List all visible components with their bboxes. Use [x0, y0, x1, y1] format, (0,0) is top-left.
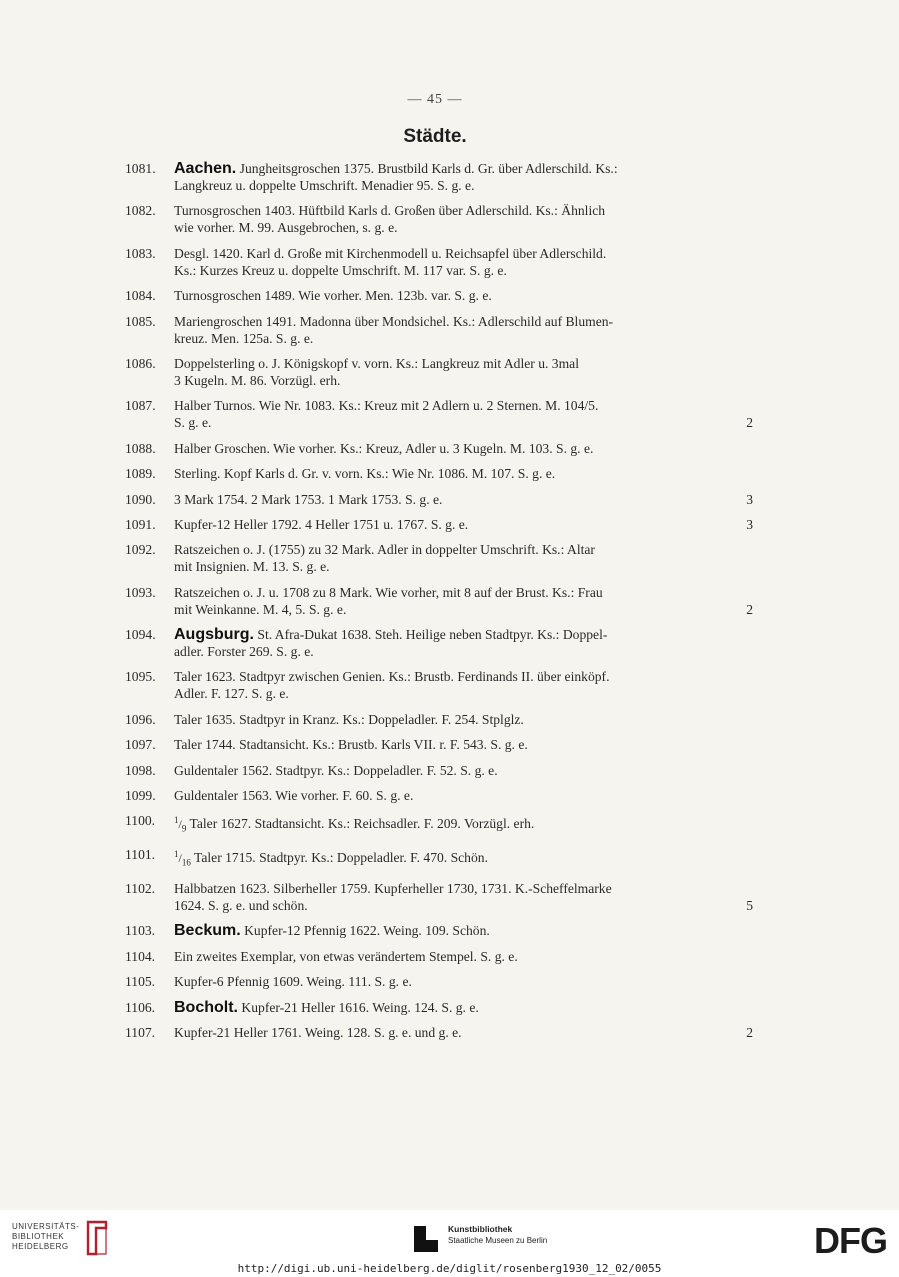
catalog-entry: [125, 465, 755, 482]
entry-line: [125, 643, 755, 660]
entry-line: [125, 558, 755, 575]
entry-number: 1103.: [125, 923, 156, 939]
entry-line: [125, 287, 755, 304]
entry-text: Taler 1715. Stadtpyr. Ks.: Doppeladler. F. 470. Schön.: [194, 850, 488, 866]
entry-number: 1091.: [125, 516, 156, 532]
entry-number: 1095.: [125, 669, 156, 685]
entry-line: [125, 541, 755, 558]
entry-line: [125, 601, 755, 618]
entry-line: [125, 397, 755, 414]
entry-number: 1101.: [125, 847, 156, 863]
entry-line: [125, 584, 755, 601]
entry-text: mit Weinkanne. M. 4, 5. S. g. e.: [174, 601, 347, 617]
entry-number: 1097.: [125, 737, 156, 753]
kb-subtitle: Staatliche Museen zu Berlin: [448, 1236, 548, 1245]
entry-text: Ratszeichen o. J. (1755) zu 32 Mark. Adler in doppelter Umschrift. Ks.: Altar: [174, 542, 595, 558]
catalog-entry: [125, 736, 755, 753]
entry-amount: 2: [746, 601, 753, 617]
catalog-entry: [125, 491, 755, 508]
entry-number: 1082.: [125, 203, 156, 219]
entry-number: 1104.: [125, 948, 156, 964]
entry-line: [125, 922, 755, 939]
catalog-entry: [125, 787, 755, 804]
entry-number: 1105.: [125, 974, 156, 990]
entry-number: 1098.: [125, 762, 156, 778]
entry-number: 1102.: [125, 880, 156, 896]
catalog-entry: [125, 584, 755, 618]
entry-text: Sterling. Kopf Karls d. Gr. v. vorn. Ks.: Wie Nr. 1086. M. 107. S. g. e.: [174, 466, 556, 482]
catalog-entry: [125, 516, 755, 533]
entry-text: Mariengroschen 1491. Madonna über Mondsichel. Ks.: Adlerschild auf Blumen-: [174, 313, 614, 329]
entry-text: Taler 1627. Stadtansicht. Ks.: Reichsadler. F. 209. Vorzügl. erh.: [189, 816, 535, 832]
entry-text: Turnosgroschen 1489. Wie vorher. Men. 123b. var. S. g. e.: [174, 288, 492, 304]
entry-text: Ein zweites Exemplar, von etwas verändertem Stempel. S. g. e.: [174, 948, 518, 964]
entry-amount: 3: [746, 516, 753, 532]
entry-line: [125, 160, 755, 177]
catalog-entry: [125, 440, 755, 457]
entry-number: 1107.: [125, 1024, 156, 1040]
entry-line: [125, 668, 755, 685]
entry-number: 1092.: [125, 542, 156, 558]
entry-line: [125, 1024, 755, 1041]
entry-line: [125, 440, 755, 457]
entry-text: Doppelsterling o. J. Königskopf v. vorn. Ks.: Langkreuz mit Adler u. 3mal: [174, 355, 579, 371]
catalog-entry: [125, 313, 755, 347]
entry-line: [125, 330, 755, 347]
entry-line: [125, 812, 755, 837]
entry-line: [125, 219, 755, 236]
catalog-entry: [125, 355, 755, 389]
entry-number: 1084.: [125, 288, 156, 304]
entry-line: [125, 177, 755, 194]
entry-text: Kupfer-6 Pfennig 1609. Weing. 111. S. g. e.: [174, 974, 412, 990]
dfg-logo[interactable]: DFG: [814, 1220, 887, 1261]
catalog-entry: [125, 541, 755, 575]
entry-line: [125, 685, 755, 702]
entry-number: 1099.: [125, 788, 156, 804]
entry-number: 1088.: [125, 440, 156, 456]
catalog-entry: [125, 812, 755, 837]
entry-text: Turnosgroschen 1403. Hüftbild Karls d. Großen über Adlerschild. Ks.: Ähnlich: [174, 203, 606, 219]
entry-text: Halber Turnos. Wie Nr. 1083. Ks.: Kreuz mit 2 Adlern u. 2 Sternen. M. 104/5.: [174, 398, 599, 414]
entry-line: [125, 414, 755, 431]
entry-text: kreuz. Men. 125a. S. g. e.: [174, 330, 314, 346]
entry-line: [125, 262, 755, 279]
entry-number: 1085.: [125, 313, 156, 329]
permalink-url[interactable]: http://digi.ub.uni-heidelberg.de/diglit/rosenberg1930_12_02/0055: [237, 1262, 662, 1275]
entry-number: 1083.: [125, 245, 156, 261]
entry-text: Kupfer-21 Heller 1616. Weing. 124. S. g. e.: [241, 999, 479, 1015]
entry-number: 1096.: [125, 711, 156, 727]
entry-text: Guldentaler 1562. Stadtpyr. Ks.: Doppeladler. F. 52. S. g. e.: [174, 762, 498, 778]
entry-amount: 3: [746, 491, 753, 507]
catalog-entry: [125, 397, 755, 431]
kb-title: Kunstbibliothek: [448, 1224, 513, 1234]
entry-line: [125, 880, 755, 897]
entry-line: [125, 736, 755, 753]
entry-line: [125, 202, 755, 219]
entry-text: Halbbatzen 1623. Silberheller 1759. Kupferheller 1730, 1731. K.-Scheffelmarke: [174, 880, 612, 896]
entry-number: 1093.: [125, 584, 156, 600]
fraction: $^1/_{16}$: [174, 849, 191, 868]
entry-text: 3 Kugeln. M. 86. Vorzügl. erh.: [174, 372, 341, 388]
catalog-entry: [125, 287, 755, 304]
entry-number: 1089.: [125, 466, 156, 482]
entry-number: 1090.: [125, 491, 156, 507]
catalog-entry: [125, 880, 755, 914]
entry-text: mit Insignien. M. 13. S. g. e.: [174, 559, 330, 575]
entry-text: Kupfer-21 Heller 1761. Weing. 128. S. g. e. und g. e.: [174, 1024, 462, 1040]
catalog-entry: [125, 762, 755, 779]
catalog-entry: [125, 202, 755, 236]
entry-line: [125, 355, 755, 372]
entry-text: Desgl. 1420. Karl d. Große mit Kirchenmodell u. Reichsapfel über Adlerschild.: [174, 245, 607, 261]
catalog-entry: [125, 846, 755, 871]
entry-text: 1624. S. g. e. und schön.: [174, 897, 308, 913]
city-heading: Bocholt.: [174, 998, 238, 1016]
entry-text: Taler 1744. Stadtansicht. Ks.: Brustb. Karls VII. r. F. 543. S. g. e.: [174, 737, 528, 753]
entry-text: Adler. F. 127. S. g. e.: [174, 686, 289, 702]
catalog-entry: [125, 999, 755, 1016]
catalog-entry: [125, 668, 755, 702]
ub-heidelberg-icon: [84, 1218, 110, 1258]
entry-text: Kupfer-12 Heller 1792. 4 Heller 1751 u. 1767. S. g. e.: [174, 516, 469, 532]
entry-line: [125, 762, 755, 779]
entry-text: Langkreuz u. doppelte Umschrift. Menadier 95. S. g. e.: [174, 178, 475, 193]
entry-amount: 2: [746, 415, 753, 431]
entry-number: 1094.: [125, 627, 156, 643]
entry-line: [125, 846, 755, 871]
entry-text: Taler 1635. Stadtpyr in Kranz. Ks.: Doppeladler. F. 254. Stplglz.: [174, 711, 524, 727]
entry-number: 1086.: [125, 355, 156, 371]
catalog-entries: [125, 160, 755, 1049]
entry-text: Guldentaler 1563. Wie vorher. F. 60. S. g. e.: [174, 788, 414, 804]
catalog-entry: [125, 948, 755, 965]
entry-line: [125, 626, 755, 643]
entry-text: wie vorher. M. 99. Ausgebrochen, s. g. e.: [174, 220, 398, 236]
catalog-entry: [125, 711, 755, 728]
entry-text: Jungheitsgroschen 1375. Brustbild Karls d. Gr. über Adlerschild. Ks.:: [239, 161, 618, 176]
entry-line: [125, 372, 755, 389]
entry-amount: 5: [746, 897, 753, 913]
city-heading: Aachen.: [174, 160, 237, 177]
entry-text: St. Afra-Dukat 1638. Steh. Heilige neben Stadtpyr. Ks.: Doppel-: [257, 627, 608, 643]
entry-number: 1087.: [125, 398, 156, 414]
entry-line: [125, 897, 755, 914]
catalog-entry: [125, 245, 755, 279]
catalog-entry: [125, 626, 755, 660]
footer-bar: [0, 1210, 899, 1277]
entry-amount: 2: [746, 1024, 753, 1040]
entry-text: Ks.: Kurzes Kreuz u. doppelte Umschrift. M. 117 var. S. g. e.: [174, 262, 507, 278]
section-title: Städte.: [403, 126, 467, 147]
entry-text: 3 Mark 1754. 2 Mark 1753. 1 Mark 1753. S. g. e.: [174, 491, 443, 507]
entry-number: 1100.: [125, 813, 156, 829]
city-heading: Augsburg.: [174, 626, 254, 644]
entry-line: [125, 787, 755, 804]
fraction: $^1/_9$: [174, 815, 187, 834]
catalog-entry: [125, 160, 755, 194]
entry-number: 1106.: [125, 999, 156, 1015]
ub-logo-line: UNIVERSITÄTS-: [12, 1222, 80, 1231]
catalog-entry: [125, 973, 755, 990]
entry-line: [125, 999, 755, 1016]
catalog-entry: [125, 922, 755, 939]
entry-line: [125, 465, 755, 482]
city-heading: Beckum.: [174, 922, 241, 940]
entry-line: [125, 948, 755, 965]
ub-logo-line: HEIDELBERG: [12, 1242, 69, 1251]
entry-text: Halber Groschen. Wie vorher. Ks.: Kreuz, Adler u. 3 Kugeln. M. 103. S. g. e.: [174, 440, 594, 456]
catalog-entry: [125, 1024, 755, 1041]
entry-line: [125, 973, 755, 990]
ub-logo-line: BIBLIOTHEK: [12, 1232, 65, 1241]
entry-line: [125, 245, 755, 262]
entry-line: [125, 516, 755, 533]
page-number: — 45 —: [407, 92, 463, 107]
entry-text: Kupfer-12 Pfennig 1622. Weing. 109. Schön.: [244, 923, 490, 939]
entry-line: [125, 711, 755, 728]
entry-line: [125, 491, 755, 508]
entry-text: Ratszeichen o. J. u. 1708 zu 8 Mark. Wie vorher, mit 8 auf der Brust. Ks.: Frau: [174, 584, 603, 600]
entry-text: adler. Forster 269. S. g. e.: [174, 644, 314, 660]
entry-number: 1081.: [125, 161, 156, 176]
entry-text: Taler 1623. Stadtpyr zwischen Genien. Ks.: Brustb. Ferdinands II. über einköpf.: [174, 669, 610, 685]
entry-text: S. g. e.: [174, 415, 212, 431]
entry-line: [125, 313, 755, 330]
kunstbibliothek-icon: [412, 1224, 440, 1254]
